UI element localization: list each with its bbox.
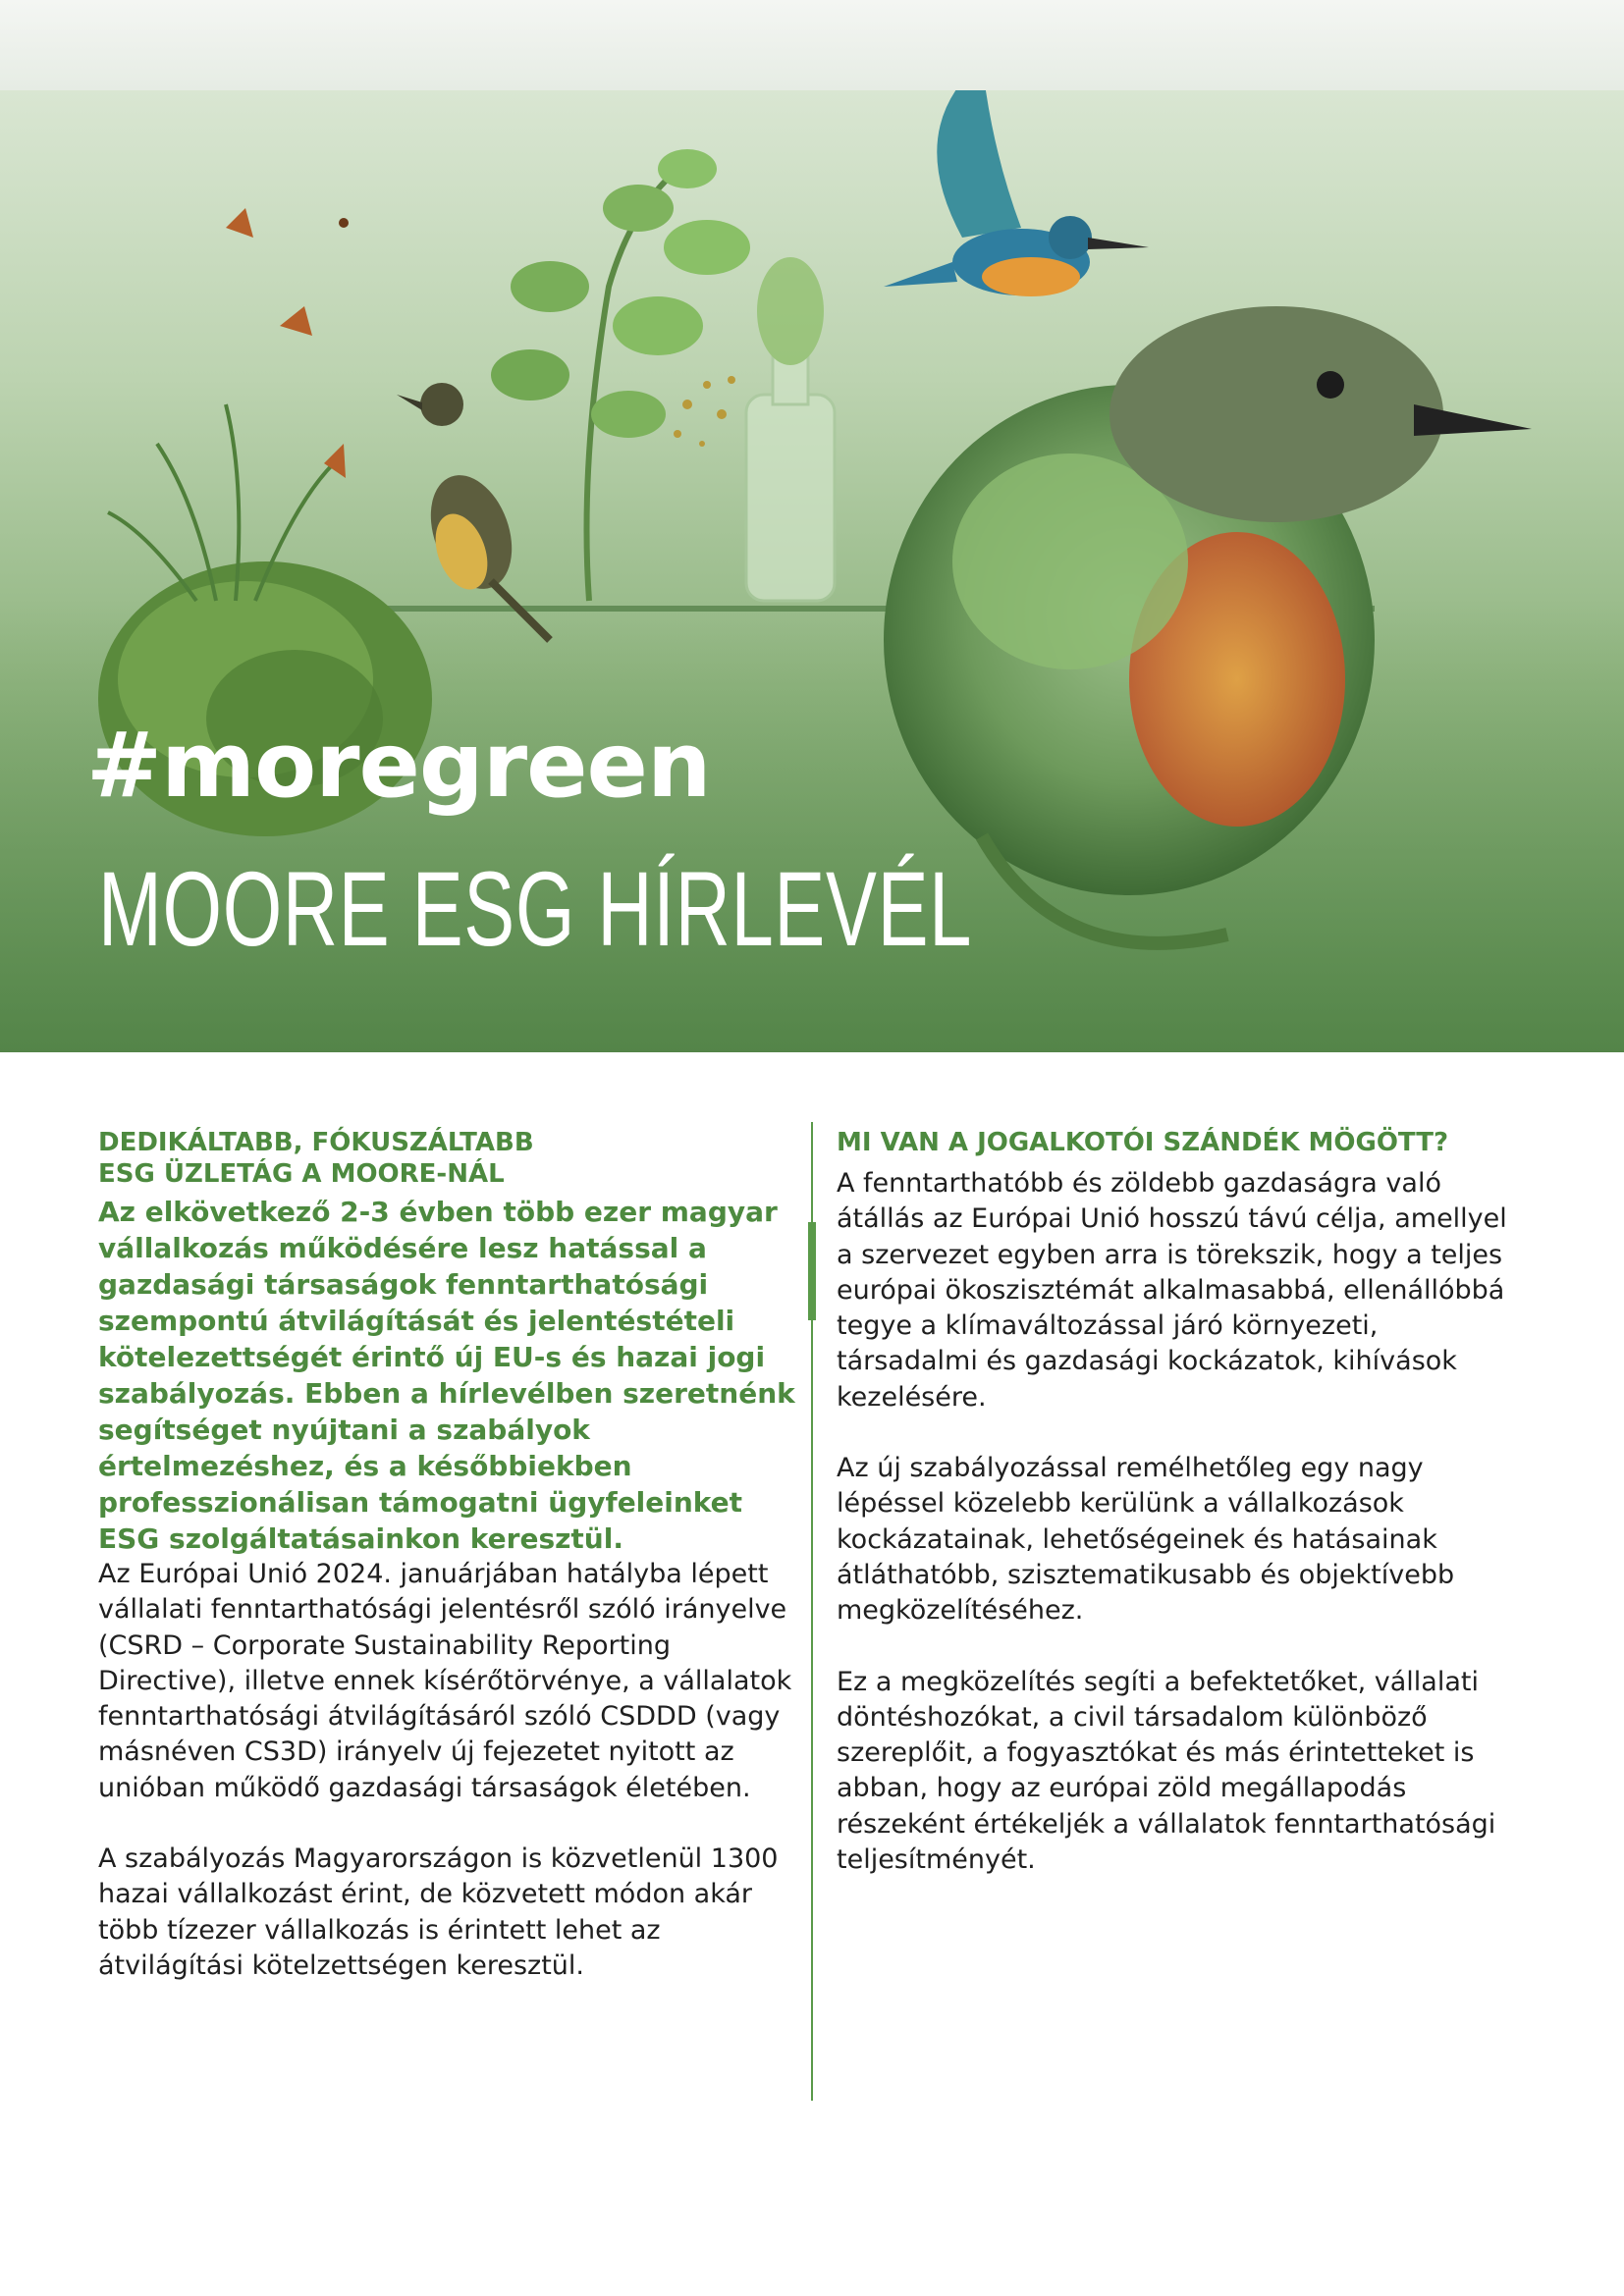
kingfisher-bird bbox=[884, 90, 1149, 296]
butterflies bbox=[226, 208, 349, 478]
lead-paragraph: Az elkövetkező 2-3 évben több ezer magyar vállalkozás működésére lesz hatással a gazdasági társaságok fenntarthatósági szempontú átvilágítását és jelentéstételi kötelezettségét érintő új EU-s és hazai jogi szabályozás. Ebben a hírlevélben szeretnénk segítséget nyújtani a szabályok értelmezéshez, és a későbbiekben professzionálisan támogatni ügyfeleinket ESG szolgáltatásainkon keresztül. bbox=[98, 1196, 795, 1555]
section-title-line-2: ESG ÜZLETÁG A MOORE-NÁL bbox=[98, 1159, 505, 1189]
hero-banner bbox=[0, 90, 1624, 1052]
hashtag-title: #moregreen bbox=[86, 713, 711, 818]
body-paragraph: A szabályozás Magyarországon is közvetlenül 1300 hazai vállalkozást érint, de közvetett módon akár több tízezer vállalkozás is érintett lehet az átvilágítási kötelzettségen keresztül. bbox=[98, 1843, 779, 1981]
column-divider-accent bbox=[808, 1222, 816, 1320]
section-title-left bbox=[98, 1127, 805, 1190]
right-column bbox=[837, 1127, 1524, 1913]
left-column bbox=[98, 1127, 805, 2019]
section-title-line-1: DEDIKÁLTABB, FÓKUSZÁLTABB bbox=[98, 1128, 534, 1157]
leafy-branch bbox=[491, 149, 750, 601]
newsletter-headline: MOORE ESG HÍRLEVÉL bbox=[98, 849, 973, 968]
body-paragraph: Az új szabályozással remélhetőleg egy nagy lépéssel közelebb kerülünk a vállalkozások kockázatainak, lehetőségeinek és hatásainak átláthatóbb, szisztematikusabb és objektívebb megközelítéséhez. bbox=[837, 1453, 1455, 1627]
seed-dots bbox=[674, 376, 735, 447]
body-paragraph: A fenntarthatóbb és zöldebb gazdaságra való átállás az Európai Unió hosszú távú célja, amellyel a szervezet egyben arra is törekszik, hogy a teljes európai ökoszisztémát alkalmasabbá, ellenállóbbá tegye a klímaváltozással járó környezeti, társadalmi és gazdasági kockázatok, kihívások kezelésére. bbox=[837, 1168, 1507, 1413]
glass-bottle bbox=[746, 257, 835, 601]
body-paragraph: Ez a megközelítés segíti a befektetőket, vállalati döntéshozókat, a civil társadalom különböző szereplőit, a fogyasztókat és más érintetteket is abban, hogy az európai zöld megállapodás részeként értékeljék a vállalatok fenntarthatósági teljesítményét. bbox=[837, 1666, 1496, 1876]
section-title-right: MI VAN A JOGALKOTÓI SZÁNDÉK MÖGÖTT? bbox=[837, 1128, 1449, 1157]
top-margin-strip bbox=[0, 0, 1624, 90]
body-paragraph: Az Európai Unió 2024. januárjában hatályba lépett vállalati fenntarthatósági jelentésről szóló irányelve (CSRD – Corporate Sustainability Reporting Directive), illetve ennek kísérőtörvénye, a vállalatok fenntarthatósági átvilágításáról szóló CSDDD (vagy másnéven CS3D) irányelv új fejezetet nyitott az unióban működő gazdasági társaságok életében. bbox=[98, 1559, 792, 1803]
